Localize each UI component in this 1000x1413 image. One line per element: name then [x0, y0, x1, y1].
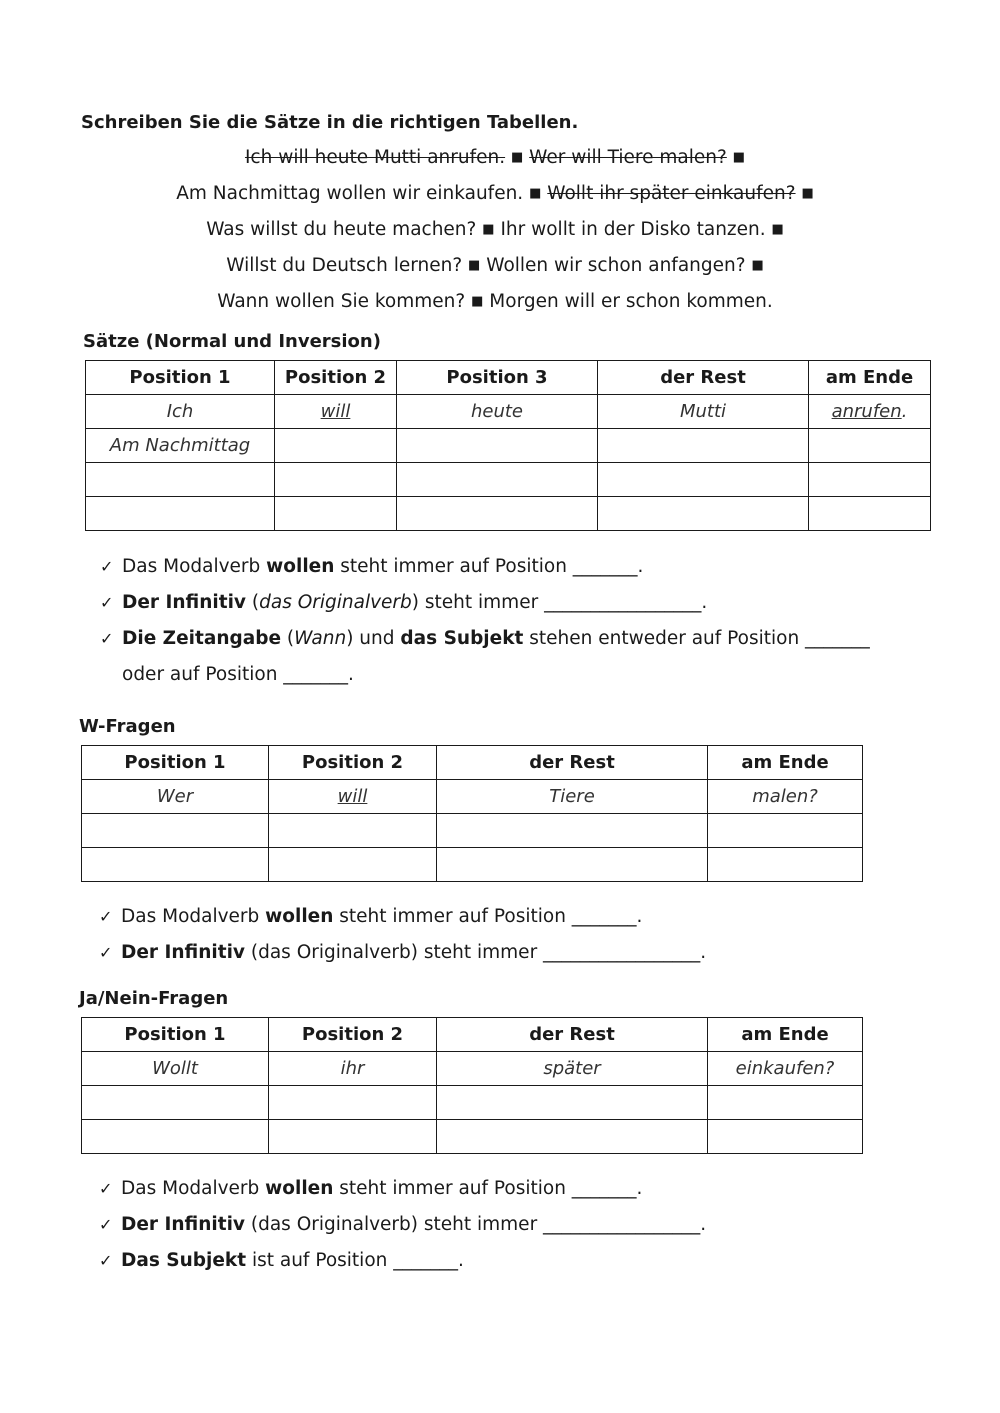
square-separator-icon: ■ [510, 150, 524, 165]
sentence-line-1 [0, 147, 990, 168]
header-cell: Position 2 [269, 746, 437, 780]
rule-text: ) und [346, 628, 401, 649]
rule-bold: wollen [265, 906, 334, 927]
table-cell: Am Nachmittag [86, 429, 275, 463]
table-saetze [85, 360, 931, 531]
header-cell: Position 1 [86, 361, 275, 395]
check-icon: ✓ [100, 557, 114, 576]
section-title-ja-nein-fragen: Ja/Nein-Fragen [79, 988, 229, 1009]
table-header-row [82, 746, 863, 780]
table-row [82, 814, 863, 848]
check-icon: ✓ [100, 629, 114, 648]
table-cell[interactable] [397, 429, 598, 463]
rule-bold: Die Zeitangabe [122, 628, 282, 649]
rule-bold: wollen [266, 556, 335, 577]
table-cell: Ich [86, 395, 275, 429]
header-cell: der Rest [437, 1018, 708, 1052]
table-row [86, 395, 931, 429]
table-cell: Wer [82, 780, 269, 814]
table-cell[interactable] [598, 463, 809, 497]
cell-text: will [320, 401, 351, 422]
rule-modalverb [99, 1178, 642, 1199]
sentence: Wer will Tiere malen? [529, 147, 727, 168]
rule-text: ( [246, 592, 260, 613]
section-title-saetze: Sätze (Normal und Inversion) [83, 331, 381, 352]
table-cell: malen? [708, 780, 863, 814]
square-separator-icon: ■ [751, 258, 764, 273]
table-cell[interactable] [269, 814, 437, 848]
check-icon: ✓ [99, 1251, 113, 1270]
rule-bold: Der Infinitiv [121, 1214, 245, 1235]
square-separator-icon: ■ [801, 186, 814, 201]
rule-text: steht immer auf Position _______. [334, 556, 644, 577]
rule-text: Das Modalverb [122, 556, 267, 577]
rule-zeitangabe-continued: oder auf Position _______. [122, 664, 354, 685]
table-cell[interactable] [437, 1120, 708, 1154]
cell-text: anrufen [831, 401, 902, 422]
square-separator-icon: ■ [529, 186, 542, 201]
rule-bold: wollen [265, 1178, 334, 1199]
square-separator-icon: ■ [468, 258, 481, 273]
table-cell[interactable] [82, 1120, 269, 1154]
rule-text: Das Modalverb [121, 1178, 266, 1199]
cell-text: . [901, 401, 908, 422]
table-cell[interactable] [82, 1086, 269, 1120]
table-cell[interactable] [809, 429, 931, 463]
rule-text: stehen entweder auf Position _______ [523, 628, 870, 649]
table-cell[interactable] [86, 497, 275, 531]
check-icon: ✓ [99, 907, 113, 926]
rule-text: (das Originalverb) steht immer _________________. [245, 942, 707, 963]
table-row [86, 463, 931, 497]
cell-text: will [337, 786, 368, 807]
table-cell[interactable] [269, 848, 437, 882]
table-cell [275, 395, 397, 429]
table-cell[interactable] [397, 497, 598, 531]
table-header-row [82, 1018, 863, 1052]
rule-infinitiv [99, 942, 706, 963]
table-cell[interactable] [269, 1086, 437, 1120]
square-separator-icon: ■ [471, 294, 484, 309]
rule-bold: Der Infinitiv [121, 942, 245, 963]
sentence-line-3 [0, 219, 990, 240]
check-icon: ✓ [100, 593, 114, 612]
table-cell[interactable] [275, 429, 397, 463]
table-cell[interactable] [275, 463, 397, 497]
section-title-w-fragen: W-Fragen [79, 716, 176, 737]
check-icon: ✓ [99, 1179, 113, 1198]
table-cell[interactable] [708, 1120, 863, 1154]
rule-modalverb [100, 556, 643, 577]
header-cell: Position 1 [82, 1018, 269, 1052]
table-cell [269, 780, 437, 814]
rule-text: steht immer auf Position _______. [333, 906, 643, 927]
table-cell[interactable] [708, 1086, 863, 1120]
table-cell: heute [397, 395, 598, 429]
sentence: Am Nachmittag wollen wir einkaufen. [176, 183, 524, 204]
table-cell: Wollt [82, 1052, 269, 1086]
table-cell[interactable] [598, 429, 809, 463]
table-cell [809, 395, 931, 429]
header-cell: am Ende [809, 361, 931, 395]
rule-text: (das Originalverb) steht immer _________________. [245, 1214, 707, 1235]
table-cell: ihr [269, 1052, 437, 1086]
header-cell: Position 2 [269, 1018, 437, 1052]
header-cell: Position 2 [275, 361, 397, 395]
sentence: Wollt ihr später einkaufen? [547, 183, 796, 204]
table-row [86, 429, 931, 463]
page-title: Schreiben Sie die Sätze in die richtigen Tabellen. [81, 112, 579, 133]
header-cell: am Ende [708, 746, 863, 780]
sentence: Was willst du heute machen? [206, 219, 477, 240]
sentence-line-5 [0, 291, 990, 312]
table-w-fragen [81, 745, 863, 882]
rule-italic: das Originalverb [259, 592, 412, 613]
sentence: Morgen will er schon kommen. [489, 291, 773, 312]
table-cell: Tiere [437, 780, 708, 814]
table-cell: Mutti [598, 395, 809, 429]
table-header-row [86, 361, 931, 395]
rule-zeitangabe [100, 628, 870, 649]
table-cell[interactable] [275, 497, 397, 531]
rule-infinitiv [100, 592, 707, 613]
table-cell[interactable] [708, 848, 863, 882]
table-cell[interactable] [82, 814, 269, 848]
table-ja-nein-fragen [81, 1017, 863, 1154]
table-cell[interactable] [437, 848, 708, 882]
table-row [82, 1052, 863, 1086]
header-cell: am Ende [708, 1018, 863, 1052]
rule-bold: Das Subjekt [121, 1250, 247, 1271]
rule-text: steht immer auf Position _______. [333, 1178, 643, 1199]
sentence: Willst du Deutsch lernen? [226, 255, 463, 276]
table-row [82, 1086, 863, 1120]
square-separator-icon: ■ [771, 222, 784, 237]
table-cell[interactable] [86, 463, 275, 497]
header-cell: Position 1 [82, 746, 269, 780]
rule-text: ) steht immer _________________. [411, 592, 708, 613]
table-row [82, 848, 863, 882]
table-cell[interactable] [437, 1086, 708, 1120]
rule-subjekt [99, 1250, 464, 1271]
check-icon: ✓ [99, 943, 113, 962]
table-cell[interactable] [269, 1120, 437, 1154]
table-cell[interactable] [708, 814, 863, 848]
sentence: Ihr wollt in der Disko tanzen. [500, 219, 766, 240]
sentence-line-4 [0, 255, 990, 276]
table-row [82, 1120, 863, 1154]
rule-modalverb [99, 906, 642, 927]
table-row [86, 497, 931, 531]
rule-bold: Der Infinitiv [122, 592, 246, 613]
header-cell: Position 3 [397, 361, 598, 395]
header-cell: der Rest [437, 746, 708, 780]
sentence-line-2 [0, 183, 990, 204]
square-separator-icon: ■ [732, 150, 746, 165]
table-cell: einkaufen? [708, 1052, 863, 1086]
rule-text: Das Modalverb [121, 906, 266, 927]
table-cell[interactable] [82, 848, 269, 882]
rule-text: ist auf Position _______. [246, 1250, 464, 1271]
sentence: Wann wollen Sie kommen? [217, 291, 466, 312]
sentence: Ich will heute Mutti anrufen. [244, 147, 506, 168]
table-row [82, 780, 863, 814]
table-cell: später [437, 1052, 708, 1086]
table-cell[interactable] [598, 497, 809, 531]
table-cell[interactable] [809, 497, 931, 531]
table-cell[interactable] [437, 814, 708, 848]
square-separator-icon: ■ [482, 222, 495, 237]
rule-italic: Wann [294, 628, 347, 649]
sentence: Wollen wir schon anfangen? [486, 255, 746, 276]
table-cell[interactable] [397, 463, 598, 497]
rule-infinitiv [99, 1214, 706, 1235]
rule-bold: das Subjekt [400, 628, 524, 649]
header-cell: der Rest [598, 361, 809, 395]
rule-text: ( [281, 628, 295, 649]
table-cell[interactable] [809, 463, 931, 497]
check-icon: ✓ [99, 1215, 113, 1234]
